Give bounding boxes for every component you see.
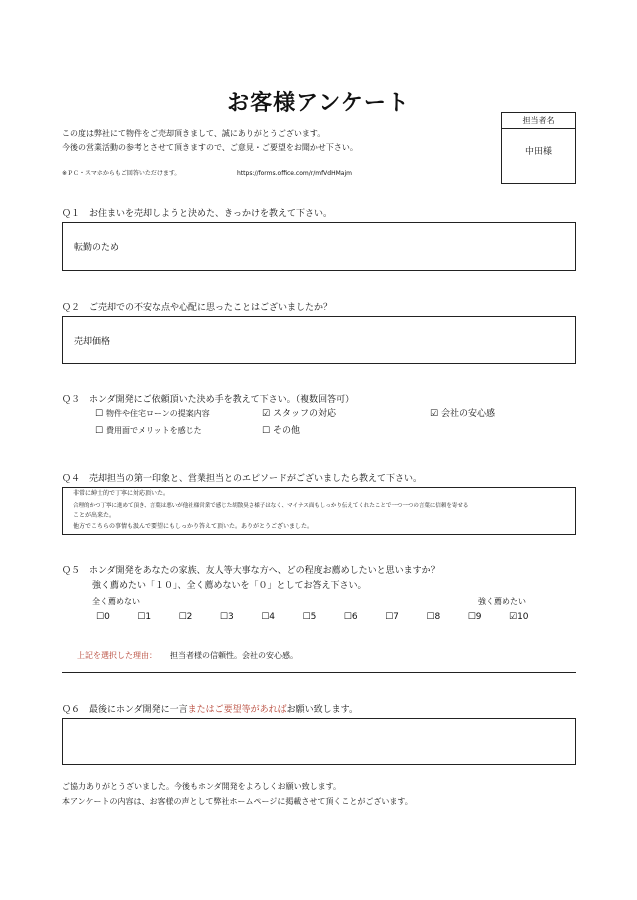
q5-scale-option-6[interactable] [344,611,358,623]
q5-scale-number: 0 [104,612,110,622]
checkbox-checked-icon: ☑ [262,409,271,419]
q6-question-end: お願い致します。 [286,705,358,715]
checkbox-icon: ☐ [302,612,311,622]
q5-scale-number: 3 [227,612,234,622]
page-title: お客様アンケート [227,91,410,116]
checkbox-icon: ☐ [95,409,104,419]
checkbox-icon: ☐ [219,612,228,622]
q3-option-staff[interactable] [262,408,336,420]
q3-option-label: その他 [272,426,300,436]
q5-scale-number: 5 [310,612,317,622]
q6-question [62,704,358,716]
q1-answer-box[interactable] [62,222,576,271]
intro-line-2: 今後の営業活動の参考とさせて頂きますので、ご意見・ご要望をお聞かせ下さい。 [62,143,358,152]
staff-name: 中田様 [524,147,552,157]
closing-line-1: ご協力ありがとうざいました。今後もホンダ開発をよろしくお願い致します。 [62,782,342,791]
staff-box [501,112,576,184]
q3-option-label: スタッフの対応 [272,409,336,419]
q4-answer-line-3: ことが出来た。 [73,512,116,519]
q3-option-label: 費用面でメリットを感じた [105,426,202,435]
checkbox-icon: ☐ [467,612,476,622]
q4-answer-line-4: 他方でこちらの事情も汲んで要望にもしっかり答えて頂いた。ありがとうございました。 [73,523,314,530]
staff-label: 担当者名 [502,113,575,129]
intro-line-1: この度は弊社にて物件をご売却頂きまして、誠にありがとうございます。 [62,129,326,138]
checkbox-icon: ☐ [261,612,270,622]
q5-scale-number: 9 [475,612,482,622]
q5-scale-option-0[interactable] [96,611,110,623]
q5-scale-option-1[interactable] [137,611,151,623]
q5-reason: 担当者様の信頼性。会社の安心感。 [170,651,298,660]
checkbox-icon: ☐ [343,612,352,622]
checkbox-icon: ☐ [137,612,146,622]
q5-scale-number: 7 [393,612,399,622]
checkbox-icon: ☐ [262,426,271,436]
q5-scale-number: 10 [517,612,529,622]
q5-scale-number: 1 [145,612,152,622]
q5-scale-option-9[interactable] [468,611,482,623]
checkbox-icon: ☐ [426,612,435,622]
q5-high-label: 強く薦めたい [478,597,526,606]
checkbox-icon: ☐ [95,426,104,436]
q5-reason-label: 上記を選択した理由： [77,651,157,660]
q5-scale-number: 6 [351,612,358,622]
q5-scale-option-4[interactable] [261,611,275,623]
q5-scale-option-3[interactable] [220,611,234,623]
closing-line-2: 本アンケートの内容は、お客様の声として弊社ホームページに掲載させて頂くことがございます。 [62,797,413,806]
q5-scale-option-2[interactable] [179,611,193,623]
q4-question: Ｑ４ 売却担当の第一印象と、営業担当とのエピソードがございましたら教えて下さい。 [62,474,423,484]
q5-scale-option-7[interactable] [385,611,399,623]
q5-scale-number: 2 [186,612,193,622]
q5-scale-option-5[interactable] [303,611,317,623]
q4-answer-box[interactable] [62,487,576,535]
q1-question: Ｑ１ お住まいを売却しようと決めた、きっかけを教えて下さい。 [62,209,333,219]
q5-scale-number: 8 [434,612,441,622]
checkbox-icon: ☐ [385,612,394,622]
q2-answer-box[interactable] [62,316,576,364]
q3-option-label: 物件や住宅ローンの提案内容 [105,409,210,418]
q5-low-label: 全く薦めない [92,597,140,606]
q4-answer-line-2: 合理的かつ丁寧に進めて頂き、言葉は悪いが他社様営業で感じた胡散臭さ様子はなく、マイナス面もしっかり伝えてくれたことで一つ一つの言葉に信頼を寄せる [73,503,469,509]
q4-answer-line-1: 非常に紳士的で丁寧に対応頂いた。 [73,490,170,497]
q3-option-cost[interactable] [95,425,202,437]
q3-option-label: 会社の安心感 [440,409,495,419]
q3-option-proposal[interactable] [95,408,210,420]
checkbox-icon: ☐ [178,612,187,622]
q5-scale-option-8[interactable] [426,611,440,623]
divider [62,672,576,673]
q5-question: Ｑ５ ホンダ開発をあなたの家族、友人等大事な方へ、どの程度お薦めしたいと思いますか？ [62,566,440,576]
checkbox-icon: ☐ [96,612,105,622]
q3-question: Ｑ３ ホンダ開発にご依頼頂いた決め手を教えて下さい。（複数回答可） [62,395,355,405]
q6-answer-box[interactable] [62,718,576,765]
web-note: ※ＰＣ・スマホからもご回答いただけます。 [62,170,181,177]
q1-answer: 転勤のため [74,243,120,253]
q5-scale-option-10[interactable] [509,611,529,623]
q5-scale-number: 4 [269,612,275,622]
web-url-link[interactable]: https://forms.office.com/r/mfVdHMajm [237,170,352,177]
q5-instruction: 強く薦めたい「１０」、全く薦めないを「０」としてお答え下さい。 [92,581,367,591]
q2-answer: 売却価格 [74,337,111,347]
q6-question-start: Ｑ６ 最後にホンダ開発に一言 [62,705,188,715]
checkbox-checked-icon: ☑ [430,409,439,419]
checkbox-checked-icon: ☑ [509,612,518,622]
q3-option-other[interactable] [262,425,300,437]
q6-question-emphasis: またはご要望等があれば [187,705,287,715]
q3-option-company[interactable] [430,408,495,420]
q2-question: Ｑ２ ご売却での不安な点や心配に思ったことはございましたか？ [62,303,333,313]
